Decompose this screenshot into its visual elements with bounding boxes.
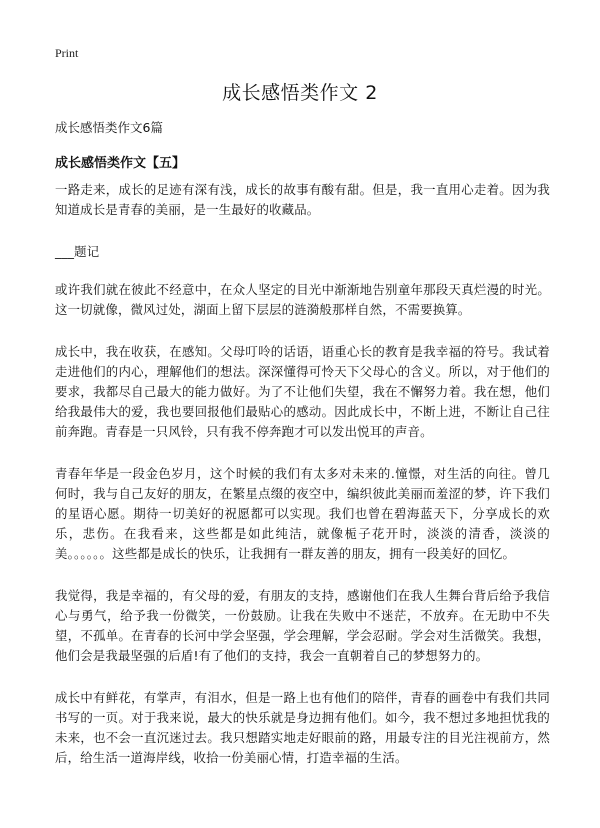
paragraph-happiness: 我觉得，我是幸福的，有父母的爱，有朋友的支持，感谢他们在我人生舞台背后给予我信心与勇气，给予我一份微笑，一份鼓励。让我在失败中不迷茫，不放弃。在无助中不失望，不孤单。在青春的长河中学会坚强，学会理解，学会忍耐。学会对生活微笑。我想，他们会是我最坚强的后盾!有了他们的支持，我会一直朝着自己的梦想努力的。 (55, 588, 550, 663)
paragraph-childhood: 或许我们就在彼此不经意中，在众人坚定的目光中渐渐地告别童年那段天真烂漫的时光。这一切就像，微风过处，湖面上留下层层的涟漪般那样自然，不需要换算。 (55, 282, 550, 317)
article-body (55, 180, 550, 790)
paragraph-youth: 青春年华是一段金色岁月，这个时候的我们有太多对未来的.憧憬，对生活的向往。曾几何时，我与自己友好的朋友，在繁星点缀的夜空中，编织彼此美丽而羞涩的梦，许下我们的星语心愿。期待一切美好的祝愿都可以实现。我们也曾在碧海蓝天下，分享成长的欢乐，悲伤。在我看来，这些都是如此纯洁，就像栀子花开时，淡淡的清香，淡淡的美。。。。。。这些都是成长的快乐，让我拥有一群友善的朋友，拥有一段美好的回忆。 (55, 466, 550, 561)
paragraph-conclusion: 成长中有鲜花，有掌声，有泪水，但是一路上也有他们的陪伴，青春的画卷中有我们共同书写的一页。对于我来说，最大的快乐就是身边拥有他们。如今，我不想过多地担忧我的未来，也不会一直沉迷过去。我只想踏实地走好眼前的路，用最专注的目光注视前方，然后，给生活一道海岸线，收拾一份美丽心情，打造幸福的生活。 (55, 690, 550, 765)
paragraph-intro: 一路走来，成长的足迹有深有浅，成长的故事有酸有甜。但是，我一直用心走着。因为我知道成长是青春的美丽，是一生最好的收藏品。 (55, 182, 550, 217)
paragraph-parents: 成长中，我在收获，在感知。父母叮呤的话语，语重心长的教育是我幸福的符号。我试着走进他们的内心，理解他们的想法。深深懂得可怜天下父母心的含义。所以，对于他们的要求，我都尽自己最大的能力做好。为了不让他们失望，我在不懈努力着。我在想，他们给我最伟大的爱，我也要回报他们最贴心的感动。因此成长中，不断上进，不断让自己往前奔跑。青春是一只风铃，只有我不停奔跑才可以发出悦耳的声音。 (55, 344, 550, 439)
page-title: 成长感悟类作文 2 (222, 82, 378, 104)
print-label: Print (55, 46, 79, 60)
paragraph-epigraph-signature: ___题记 (55, 244, 100, 259)
section-heading: 成长感悟类作文【五】 (55, 156, 186, 171)
document-subtitle: 成长感悟类作文6篇 (55, 120, 163, 135)
